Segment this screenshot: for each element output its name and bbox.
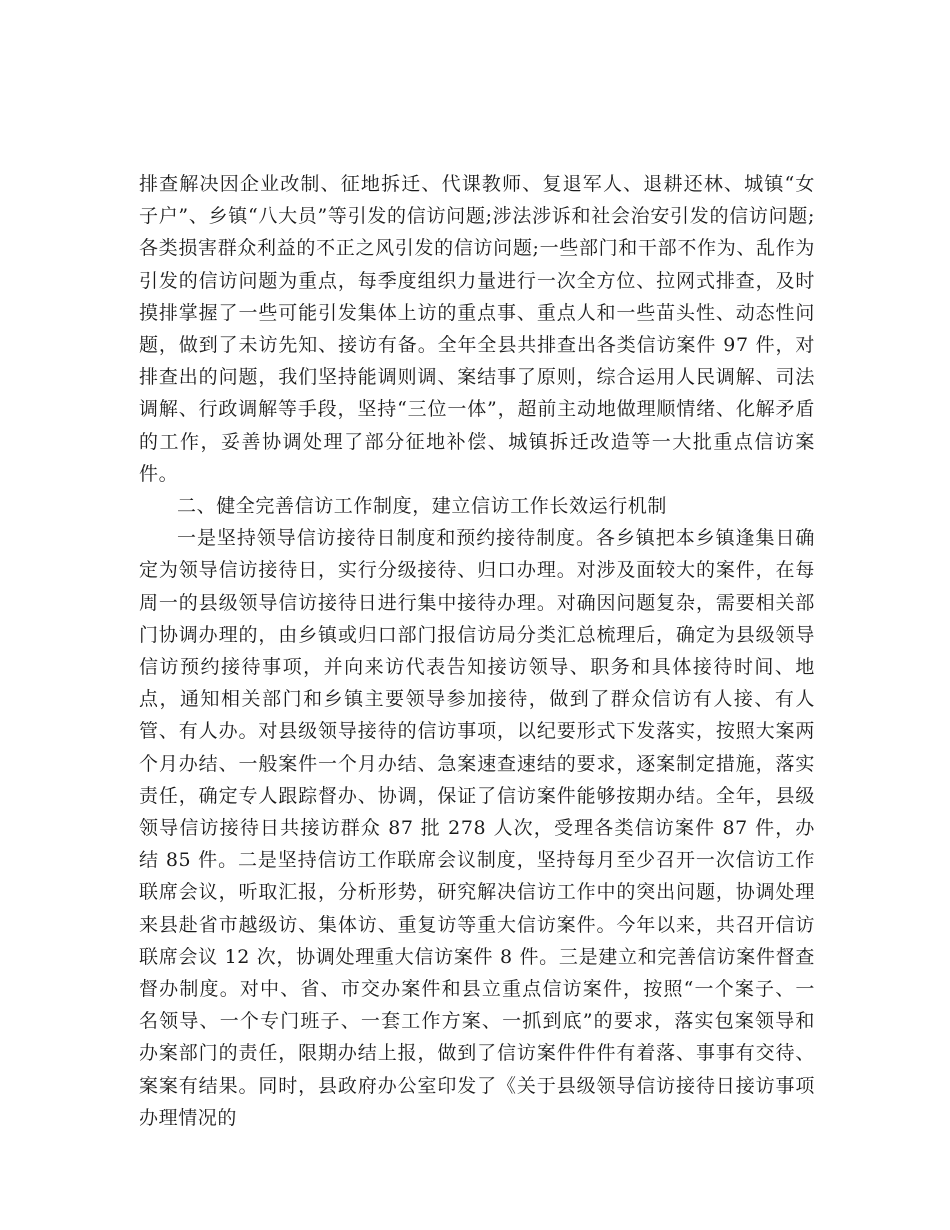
paragraph-continued-text: 排查解决因企业改制、征地拆迁、代课教师、复退军人、退耕还林、城镇“女子户”、乡镇“八大员”等引发的信访问题;涉法涉诉和社会治安引发的信访问题;各类损害群众利益的不正之风引发的信访问题;一些部门和干部不作为、乱作为引发的信访问题为重点，每季度组织力量进行一次全方位、拉网式排查，及时摸排掌握了一些可能引发集体上访的重点事、重点人和一些苗头性、动态性问题，做到了未访先知、接访有备。全年全县共排查出各类信访案件 97 件，对排查出的问题，我们坚持能调则调、案结事了原则，综合运用人民调解、司法调解、行政调解等手段，坚持“三位一体”，超前主动地做理顺情绪、化解矛盾的工作，妥善协调处理了部分征地补偿、城镇拆迁改造等一大批重点信访案件。 [139, 173, 815, 485]
section-heading: 二、健全完善信访工作制度，建立信访工作长效运行机制 [177, 495, 668, 518]
document-page [139, 168, 815, 1134]
paragraph-reception-system: 一是坚持领导信访接待日制度和预约接待制度。各乡镇把本乡镇逢集日确定为领导信访接待日，实行分级接待、归口办理。对涉及面较大的案件，在每周一的县级领导信访接待日进行集中接待办理。对确因问题复杂，需要相关部门协调办理的，由乡镇或归口部门报信访局分类汇总梳理后，确定为县级领导信访预约接待事项，并向来访代表告知接访领导、职务和具体接待时间、地点，通知相关部门和乡镇主要领导参加接待，做到了群众信访有人接、有人管、有人办。对县级领导接待的信访事项，以纪要形式下发落实，按照大案两个月办结、一般案件一个月办结、急案速查速结的要求，逐案制定措施，落实责任，确定专人跟踪督办、协调，保证了信访案件能够按期办结。全年，县级领导信访接待日共接访群众 87 批 278 人次，受理各类信访案件 87 件，办结 85 件。二是坚持信访工作联席会议制度，坚持每月至少召开一次信访工作联席会议，听取汇报，分析形势，研究解决信访工作中的突出问题，协调处理来县赴省市越级访、集体访、重复访等重大信访案件。今年以来，共召开信访联席会议 12 次，协调处理重大信访案件 8 件。三是建立和完善信访案件督查督办制度。对中、省、市交办案件和县立重点信访案件，按照“一个案子、一名领导、一个专门班子、一套工作方案、一抓到底”的要求，落实包案领导和办案部门的责任，限期办结上报，做到了信访案件件件有着落、事事有交待、案案有结果。同时，县政府办公室印发了《关于县级领导信访接待日接访事项办理情况的 [139, 527, 815, 1129]
